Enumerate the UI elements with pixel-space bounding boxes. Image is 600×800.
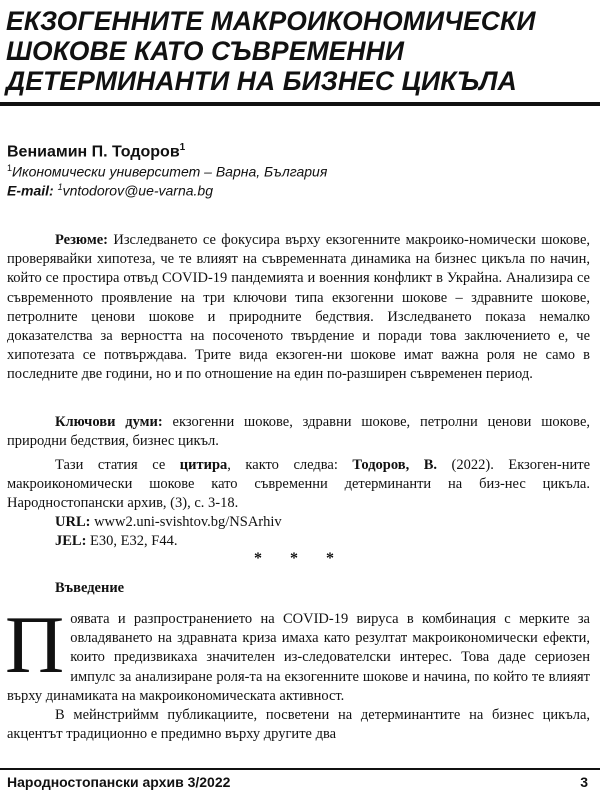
affiliation-text: Икономически университет – Варна, България (12, 163, 328, 180)
email-marker: 1 (57, 182, 63, 192)
email-label: E-mail: (7, 182, 54, 199)
citation-cited-word: цитира (179, 457, 228, 473)
title-line-1: ЕКЗОГЕННИТЕ МАКРОИКОНОМИЧЕСКИ (6, 6, 536, 36)
affiliation-marker: 1 (7, 163, 13, 173)
citation-lead: Тази статия се (55, 457, 166, 473)
intro-paragraph-2: В мейнстриймм публикациите, посветени на детерминантите на бизнес цикъла, акцентът традиционно е предимно върху другите два (7, 707, 590, 743)
abstract-text: Изследването се фокусира върху екзогенните макроико-номически шокове, проверявайки хипотеза, че те влияят на съвременната динамика на бизнес цикъла по начин, който се простира отвъд COVID-19 пандемията и военния конфликт в Украйна. Анализира се съвременното проявление на три ключови типа екзогенни шокове – здравните шокове, петролните ценови шокове и природните бедствия. Изследването показа немалко доказателства за верността на посоченото твърдение и поради това заключението е, че хипотезата се потвърждава. Трите вида екзоген-ни шокове имат важна роля не само в последните две години, но и по отношение на един по-разширен съвременен период. (7, 232, 590, 383)
article-title (6, 6, 596, 96)
title-rule (0, 102, 600, 106)
jel-codes: E30, E32, F44. (90, 533, 178, 549)
keywords-label: Ключови думи: (55, 414, 163, 430)
citation-author: Тодоров, В. (352, 457, 438, 473)
intro-section (5, 599, 590, 744)
jel-label: JEL: (55, 533, 87, 549)
title-line-3: ДЕТЕРМИНАНТИ НА БИЗНЕС ЦИКЪЛА (6, 66, 517, 96)
section-heading: Въведение (55, 580, 125, 596)
citation-middle: , както следва: (227, 457, 338, 473)
title-line-2: ШОКОВЕ КАТО СЪВРЕМЕННИ (6, 36, 405, 66)
abstract-label: Резюме: (55, 232, 108, 248)
citation (7, 456, 590, 514)
author-affiliation (7, 163, 327, 180)
section-separator: * * * (254, 550, 346, 567)
email-address[interactable]: vntodorov@ue-varna.bg (62, 182, 214, 199)
url-line (55, 514, 282, 531)
author-name-text: Вениамин П. Тодоров (7, 143, 180, 161)
footer-rule (0, 768, 600, 770)
author-email (7, 182, 213, 199)
author-marker: 1 (179, 142, 186, 153)
abstract (7, 231, 590, 385)
page-number: 3 (580, 774, 588, 790)
keywords (7, 413, 590, 451)
url-label: URL: (55, 514, 91, 530)
citation-rest: (2022). Екзоген-ните макроикономически шокове като съвременни детерминанти на биз-нес цикъла. Народностопански архив, (3), с. 3-18. (7, 457, 591, 512)
keywords-text: екзогенни шокове, здравни шокове, петролни ценови шокове, природни бедствия, бизнес цикъл. (7, 414, 591, 450)
url-link[interactable]: www2.uni-svishtov.bg/NSArhiv (94, 514, 282, 530)
jel-line (55, 533, 177, 550)
author-name (7, 142, 185, 161)
footer-journal: Народностопански архив 3/2022 (7, 774, 231, 790)
drop-cap: П (5, 599, 65, 690)
intro-paragraph-1: оявата и разпространението на COVID-19 вируса в комбинация с мерките за овладяването на здравната криза имаха като резултат макроикономически ефекти, които предизвикаха значителен из-следователски интерес. Това даде сериозен импулс за анализиране роля-та на екзогенните шокове и начина, по който те влияят върху динамиката на макроикономическата активност. (7, 611, 590, 704)
